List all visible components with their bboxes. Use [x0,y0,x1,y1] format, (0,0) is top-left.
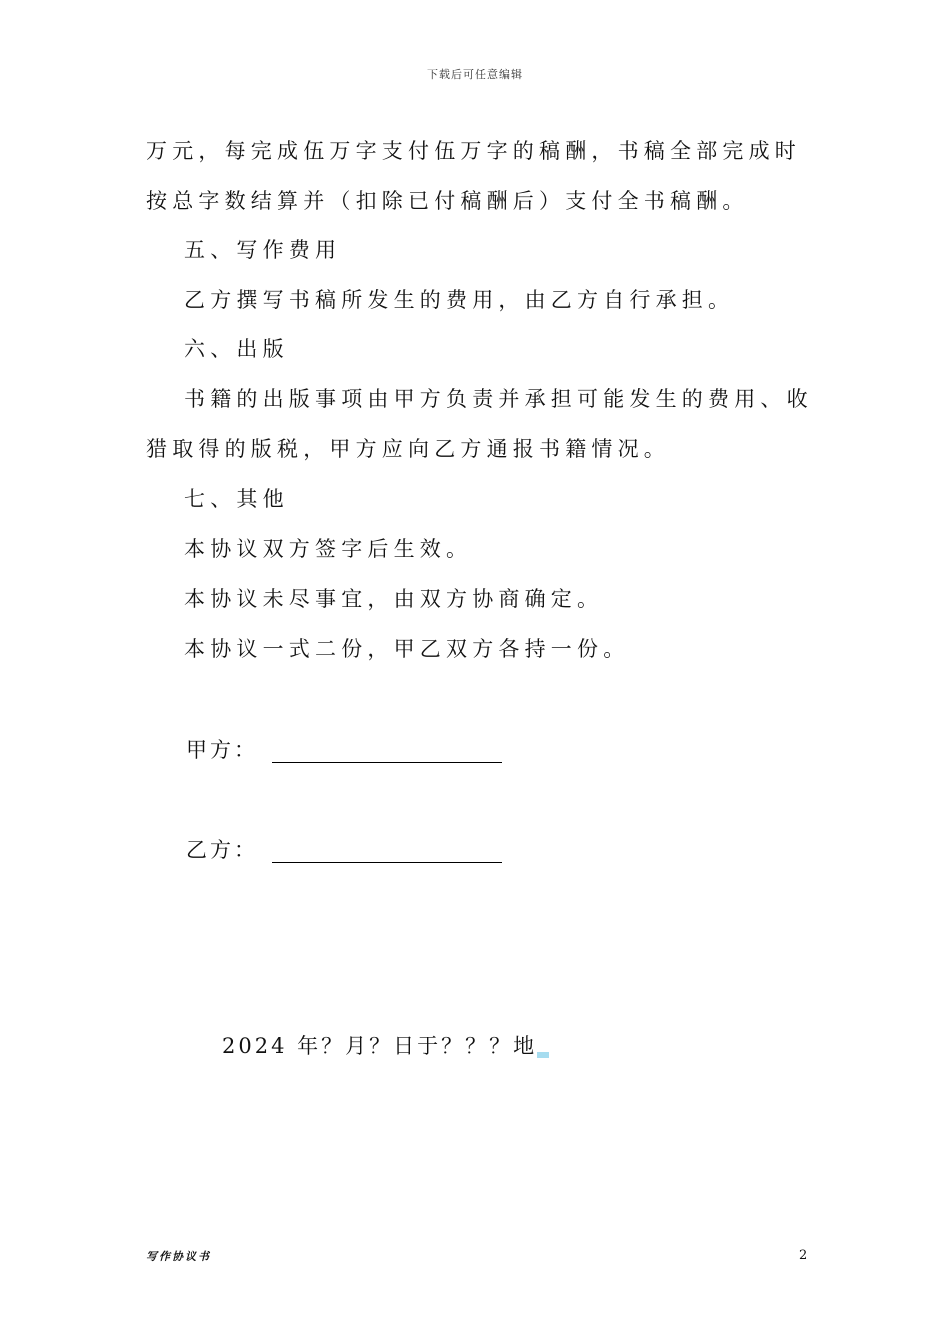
paragraph-line: 本协议双方签字后生效。 [184,537,473,561]
signature-label: 乙方： [186,838,258,862]
signature-line [272,762,502,763]
paragraph-line: 书籍的出版事项由甲方负责并承担可能发生的费用、收 [184,387,813,411]
section-heading: 五、写作费用 [184,238,342,262]
section-heading: 六、出版 [184,337,289,361]
paragraph-line: 本协议一式二份，甲乙双方各持一份。 [184,637,630,661]
paragraph-line: 万元，每完成伍万字支付伍万字的稿酬，书稿全部完成时 [146,139,801,163]
signature-label: 甲方： [186,738,258,762]
signature-party-b [186,834,258,864]
footer-title: 写作协议书 [146,1250,211,1263]
date-text: 2024 年？月？日于？？？地 [222,1034,538,1058]
text-cursor-highlight [537,1052,549,1058]
signature-party-a [186,734,258,764]
paragraph-line: 按总字数结算并（扣除已付稿酬后）支付全书稿酬。 [146,189,749,213]
paragraph-line: 乙方撰写书稿所发生的费用，由乙方自行承担。 [184,288,735,312]
page-number: 2 [799,1248,808,1263]
paragraph-line: 猎取得的版税，甲方应向乙方通报书籍情况。 [146,437,670,461]
signature-line [272,862,502,863]
page-header: 下载后可任意编辑 [427,68,523,81]
date-location-line [222,1030,549,1060]
paragraph-line: 本协议未尽事宜，由双方协商确定。 [184,587,604,611]
section-heading: 七、其他 [184,487,289,511]
